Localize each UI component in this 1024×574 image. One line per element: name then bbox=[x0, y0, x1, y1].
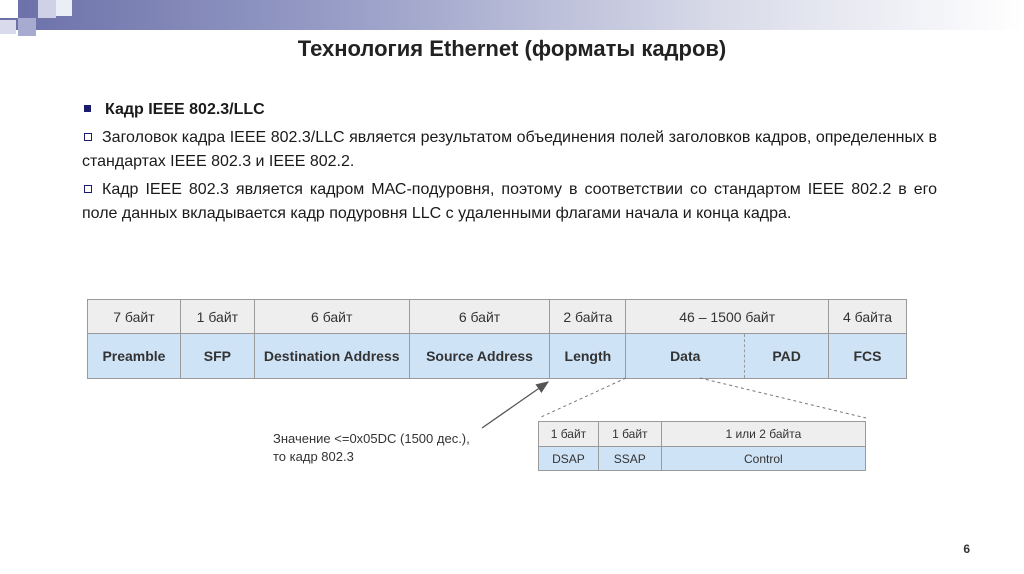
field-cell-preamble: Preamble bbox=[88, 334, 181, 379]
hollow-square-bullet-icon bbox=[84, 133, 92, 141]
decor-square bbox=[18, 18, 36, 36]
square-bullet-icon bbox=[84, 105, 91, 112]
size-cell: 4 байта bbox=[829, 300, 907, 334]
hollow-square-bullet-icon bbox=[84, 185, 92, 193]
llc-size-cell: 1 байт bbox=[539, 422, 599, 447]
frame-size-row bbox=[88, 300, 907, 334]
decor-square bbox=[0, 0, 18, 18]
llc-field-ssap: SSAP bbox=[598, 447, 661, 471]
llc-field-row bbox=[539, 447, 866, 471]
slide-title: Технология Ethernet (форматы кадров) bbox=[297, 36, 727, 61]
decor-square bbox=[38, 0, 56, 18]
decor-square bbox=[56, 0, 72, 16]
expand-line-left bbox=[539, 378, 626, 418]
bullet-main-text: Кадр IEEE 802.3/LLC bbox=[105, 101, 265, 118]
field-cell-data: Data bbox=[626, 334, 745, 379]
ethernet-frame-table bbox=[87, 299, 907, 379]
llc-size-cell: 1 байт bbox=[598, 422, 661, 447]
bullet-main bbox=[82, 98, 937, 122]
size-cell: 6 байт bbox=[254, 300, 409, 334]
page-number: 6 bbox=[963, 542, 970, 556]
field-cell-source: Source Address bbox=[409, 334, 550, 379]
field-cell-fcs: FCS bbox=[829, 334, 907, 379]
llc-frame-table bbox=[538, 421, 866, 471]
bullet-sub-1 bbox=[82, 126, 937, 174]
field-cell-length: Length bbox=[550, 334, 626, 379]
field-cell-sfp: SFP bbox=[180, 334, 254, 379]
size-cell: 46 – 1500 байт bbox=[626, 300, 829, 334]
size-cell: 7 байт bbox=[88, 300, 181, 334]
bullet-sub-2-text: Кадр IEEE 802.3 является кадром МАС-подуровня, поэтому в соответствии со стандартом IEEE 802.2 в его поле данных вкладывается кадр подуровня LLC с удаленными флагами начала и конца кадра. bbox=[82, 181, 937, 222]
expand-line-right bbox=[700, 378, 866, 418]
length-note-line-1: Значение <=0x05DC (1500 дес.), bbox=[273, 431, 470, 446]
llc-size-cell: 1 или 2 байта bbox=[661, 422, 865, 447]
bullet-list bbox=[82, 98, 937, 230]
size-cell: 1 байт bbox=[180, 300, 254, 334]
length-note-line-2: то кадр 802.3 bbox=[273, 449, 354, 464]
length-note bbox=[273, 430, 470, 466]
decor-square bbox=[0, 20, 16, 34]
size-cell: 2 байта bbox=[550, 300, 626, 334]
llc-field-control: Control bbox=[661, 447, 865, 471]
field-cell-destination: Destination Address bbox=[254, 334, 409, 379]
field-cell-pad: PAD bbox=[745, 334, 829, 379]
llc-field-dsap: DSAP bbox=[539, 447, 599, 471]
llc-size-row bbox=[539, 422, 866, 447]
bullet-sub-1-text: Заголовок кадра IEEE 802.3/LLC является результатом объединения полей заголовков кадров, определенных в стандартах IEEE 802.3 и IEEE 802.2. bbox=[82, 129, 937, 170]
size-cell: 6 байт bbox=[409, 300, 550, 334]
top-decor-bar bbox=[0, 0, 1024, 30]
bullet-sub-2 bbox=[82, 178, 937, 226]
frame-field-row bbox=[88, 334, 907, 379]
